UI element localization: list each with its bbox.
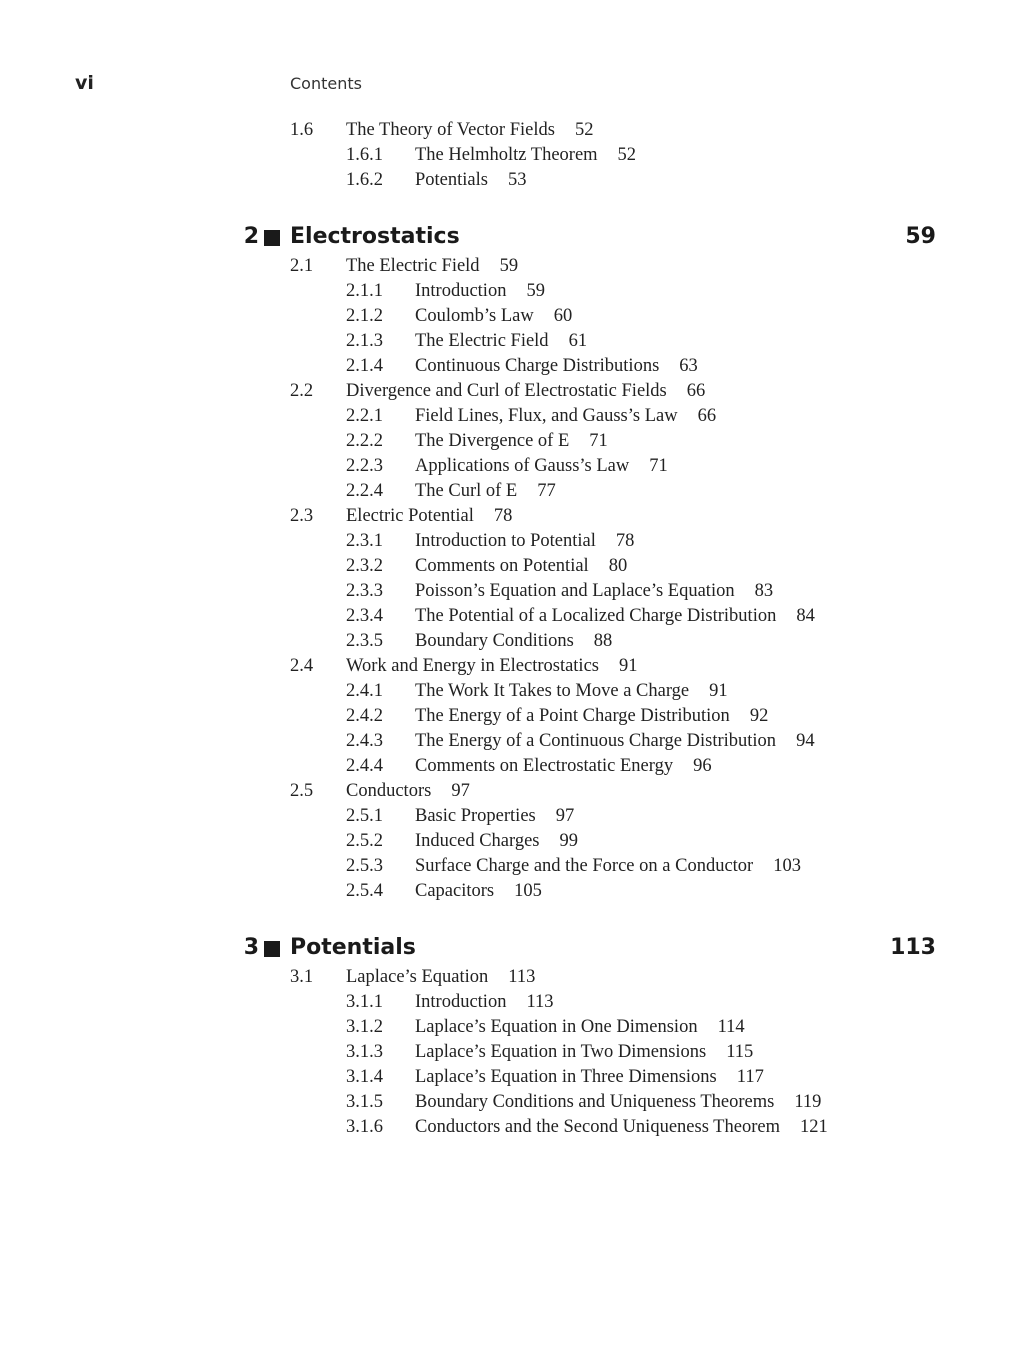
section-number: 2.3 xyxy=(290,506,314,526)
section-title-wrap xyxy=(346,965,535,990)
section-title: Divergence and Curl of Electrostatic Fields xyxy=(346,381,667,401)
subsection-title: Poisson’s Equation and Laplace’s Equation xyxy=(415,581,735,601)
subsection-title-wrap xyxy=(415,354,698,379)
toc-subsection-entry xyxy=(0,1015,1016,1040)
subsection-number: 2.2.4 xyxy=(346,481,383,501)
subsection-title-wrap xyxy=(415,479,556,504)
subsection-title: Applications of Gauss’s Law xyxy=(415,456,630,476)
toc-subsection-entry xyxy=(0,168,1016,193)
toc-section-entry xyxy=(0,504,1016,529)
subsection-title: Laplace’s Equation in One Dimension xyxy=(415,1017,698,1037)
subsection-page: 115 xyxy=(726,1042,754,1062)
toc-section-entry xyxy=(0,965,1016,990)
subsection-title: Introduction xyxy=(415,281,507,301)
toc-subsection-entry xyxy=(0,804,1016,829)
subsection-title-wrap xyxy=(415,829,578,854)
running-head xyxy=(0,72,1016,96)
subsection-title-wrap xyxy=(415,1015,745,1040)
subsection-title: Coulomb’s Law xyxy=(415,306,534,326)
section-number: 2.1 xyxy=(290,256,314,276)
subsection-title-wrap xyxy=(415,143,636,168)
toc-subsection-entry xyxy=(0,429,1016,454)
table-of-contents xyxy=(0,118,1016,1140)
section-title: Conductors xyxy=(346,781,432,801)
toc-section-entry xyxy=(0,779,1016,804)
subsection-title-wrap xyxy=(415,729,815,754)
subsection-page: 66 xyxy=(697,406,717,426)
subsection-title: Conductors and the Second Uniqueness Theorem xyxy=(415,1117,780,1137)
subsection-number: 3.1.1 xyxy=(346,992,383,1012)
subsection-number: 2.2.1 xyxy=(346,406,383,426)
subsection-title: Laplace’s Equation in Three Dimensions xyxy=(415,1067,717,1087)
subsection-title: Continuous Charge Distributions xyxy=(415,356,660,376)
section-page: 113 xyxy=(508,967,536,987)
chapter-title: Electrostatics xyxy=(290,224,460,249)
subsection-page: 63 xyxy=(679,356,698,376)
toc-subsection-entry xyxy=(0,1065,1016,1090)
subsection-title: Field Lines, Flux, and Gauss’s Law xyxy=(415,406,678,426)
toc-section-entry xyxy=(0,654,1016,679)
toc-subsection-entry xyxy=(0,479,1016,504)
subsection-title-wrap xyxy=(415,804,574,829)
subsection-page: 97 xyxy=(555,806,575,826)
subsection-page: 71 xyxy=(589,431,608,451)
subsection-number: 3.1.5 xyxy=(346,1092,383,1112)
subsection-title: Introduction to Potential xyxy=(415,531,596,551)
toc-subsection-entry xyxy=(0,829,1016,854)
toc-subsection-entry xyxy=(0,1040,1016,1065)
subsection-title: The Potential of a Localized Charge Distribution xyxy=(415,606,777,626)
subsection-title: The Divergence of E xyxy=(415,431,570,451)
subsection-number: 2.5.2 xyxy=(346,831,383,851)
subsection-number: 1.6.1 xyxy=(346,145,383,165)
subsection-page: 80 xyxy=(608,556,628,576)
subsection-page: 61 xyxy=(568,331,588,351)
subsection-title-wrap xyxy=(415,529,634,554)
subsection-number: 1.6.2 xyxy=(346,170,383,190)
subsection-title: The Work It Takes to Move a Charge xyxy=(415,681,690,701)
subsection-page: 96 xyxy=(693,756,712,776)
subsection-title-wrap xyxy=(415,879,542,904)
subsection-title-wrap xyxy=(415,704,768,729)
section-title: Laplace’s Equation xyxy=(346,967,489,987)
chapter-page: 59 xyxy=(905,224,936,249)
subsection-page: 114 xyxy=(717,1017,745,1037)
subsection-number: 2.4.4 xyxy=(346,756,383,776)
section-title-wrap xyxy=(346,504,512,529)
subsection-page: 121 xyxy=(799,1117,828,1137)
toc-section-entry xyxy=(0,118,1016,143)
section-title: Electric Potential xyxy=(346,506,474,526)
section-title-wrap xyxy=(346,379,705,404)
section-page: 78 xyxy=(493,506,513,526)
subsection-title-wrap xyxy=(415,579,773,604)
subsection-number: 2.4.1 xyxy=(346,681,383,701)
toc-subsection-entry xyxy=(0,454,1016,479)
subsection-number: 2.3.4 xyxy=(346,606,383,626)
toc-subsection-entry xyxy=(0,879,1016,904)
subsection-page: 105 xyxy=(514,881,542,901)
subsection-number: 2.5.4 xyxy=(346,881,383,901)
subsection-title: Potentials xyxy=(415,170,488,190)
subsection-number: 2.3.5 xyxy=(346,631,383,651)
subsection-page: 92 xyxy=(749,706,769,726)
toc-subsection-entry xyxy=(0,529,1016,554)
subsection-number: 3.1.2 xyxy=(346,1017,383,1037)
subsection-number: 2.5.1 xyxy=(346,806,383,826)
toc-subsection-entry xyxy=(0,1090,1016,1115)
toc-subsection-entry xyxy=(0,143,1016,168)
subsection-page: 59 xyxy=(526,281,545,301)
toc-section-entry xyxy=(0,379,1016,404)
subsection-title: Basic Properties xyxy=(415,806,536,826)
subsection-title-wrap xyxy=(415,554,627,579)
subsection-title: Comments on Potential xyxy=(415,556,589,576)
toc-subsection-entry xyxy=(0,579,1016,604)
toc-subsection-entry xyxy=(0,990,1016,1015)
section-number: 1.6 xyxy=(290,120,314,140)
subsection-page: 84 xyxy=(796,606,815,626)
subsection-title: Capacitors xyxy=(415,881,495,901)
section-title-wrap xyxy=(346,118,593,143)
toc-subsection-entry xyxy=(0,629,1016,654)
subsection-title: Induced Charges xyxy=(415,831,540,851)
toc-subsection-entry xyxy=(0,329,1016,354)
toc-subsection-entry xyxy=(0,404,1016,429)
subsection-number: 2.3.2 xyxy=(346,556,383,576)
subsection-title-wrap xyxy=(415,454,668,479)
subsection-page: 52 xyxy=(617,145,637,165)
section-title: The Theory of Vector Fields xyxy=(346,120,555,140)
subsection-page: 113 xyxy=(526,992,554,1012)
subsection-title: Comments on Electrostatic Energy xyxy=(415,756,674,776)
chapter-number: 2 xyxy=(243,224,259,249)
subsection-number: 2.3.3 xyxy=(346,581,383,601)
section-number: 3.1 xyxy=(290,967,314,987)
chapter-square-icon xyxy=(264,230,280,246)
subsection-title-wrap xyxy=(415,854,801,879)
toc-subsection-entry xyxy=(0,304,1016,329)
toc-subsection-entry xyxy=(0,854,1016,879)
toc-subsection-entry xyxy=(0,354,1016,379)
subsection-title: The Electric Field xyxy=(415,331,549,351)
section-title: Work and Energy in Electrostatics xyxy=(346,656,599,676)
toc-subsection-entry xyxy=(0,729,1016,754)
section-page: 59 xyxy=(499,256,519,276)
subsection-title-wrap xyxy=(415,304,572,329)
subsection-title-wrap xyxy=(415,679,728,704)
toc-subsection-entry xyxy=(0,1115,1016,1140)
subsection-title: Laplace’s Equation in Two Dimensions xyxy=(415,1042,707,1062)
subsection-page: 99 xyxy=(559,831,578,851)
subsection-number: 2.1.2 xyxy=(346,306,383,326)
subsection-number: 3.1.4 xyxy=(346,1067,383,1087)
subsection-number: 2.2.3 xyxy=(346,456,383,476)
section-page: 97 xyxy=(451,781,470,801)
subsection-page: 91 xyxy=(709,681,728,701)
section-number: 2.5 xyxy=(290,781,314,801)
subsection-page: 88 xyxy=(593,631,613,651)
section-number: 2.4 xyxy=(290,656,314,676)
subsection-title-wrap xyxy=(415,329,587,354)
section-page: 66 xyxy=(686,381,706,401)
chapter-number: 3 xyxy=(243,935,259,960)
subsection-title: The Energy of a Point Charge Distribution xyxy=(415,706,730,726)
toc-section-entry xyxy=(0,254,1016,279)
subsection-title-wrap xyxy=(415,990,554,1015)
toc-subsection-entry xyxy=(0,754,1016,779)
section-number: 2.2 xyxy=(290,381,314,401)
chapter-title: Potentials xyxy=(290,935,416,960)
subsection-title-wrap xyxy=(415,1090,821,1115)
subsection-title: The Energy of a Continuous Charge Distribution xyxy=(415,731,777,751)
subsection-page: 119 xyxy=(794,1092,822,1112)
subsection-title-wrap xyxy=(415,404,716,429)
subsection-page: 60 xyxy=(553,306,573,326)
subsection-title-wrap xyxy=(415,604,815,629)
subsection-title-wrap xyxy=(415,629,612,654)
subsection-title: The Helmholtz Theorem xyxy=(415,145,598,165)
toc-subsection-entry xyxy=(0,679,1016,704)
toc-subsection-entry xyxy=(0,554,1016,579)
subsection-title-wrap xyxy=(415,279,545,304)
subsection-number: 2.1.1 xyxy=(346,281,383,301)
subsection-title: Boundary Conditions and Uniqueness Theorems xyxy=(415,1092,775,1112)
subsection-number: 2.3.1 xyxy=(346,531,383,551)
subsection-title-wrap xyxy=(415,754,712,779)
section-title-wrap xyxy=(346,779,470,804)
subsection-page: 71 xyxy=(649,456,668,476)
toc-subsection-entry xyxy=(0,279,1016,304)
subsection-title-wrap xyxy=(415,1065,764,1090)
subsection-page: 83 xyxy=(754,581,774,601)
subsection-title-wrap xyxy=(415,1040,753,1065)
subsection-title: Surface Charge and the Force on a Conductor xyxy=(415,856,754,876)
subsection-number: 2.2.2 xyxy=(346,431,383,451)
toc-subsection-entry xyxy=(0,604,1016,629)
subsection-number: 2.4.3 xyxy=(346,731,383,751)
subsection-title-wrap xyxy=(415,1115,828,1140)
section-title-wrap xyxy=(346,654,637,679)
chapter-heading xyxy=(0,220,1016,254)
subsection-title: The Curl of E xyxy=(415,481,518,501)
subsection-page: 103 xyxy=(773,856,801,876)
section-title-wrap xyxy=(346,254,518,279)
section-title: The Electric Field xyxy=(346,256,480,276)
subsection-page: 53 xyxy=(507,170,527,190)
subsection-number: 3.1.6 xyxy=(346,1117,383,1137)
subsection-title: Boundary Conditions xyxy=(415,631,574,651)
subsection-page: 78 xyxy=(615,531,635,551)
page-number: vi xyxy=(75,72,94,94)
subsection-title-wrap xyxy=(415,168,526,193)
subsection-number: 2.1.4 xyxy=(346,356,383,376)
section-page: 52 xyxy=(574,120,594,140)
subsection-number: 2.5.3 xyxy=(346,856,383,876)
subsection-page: 117 xyxy=(736,1067,764,1087)
toc-subsection-entry xyxy=(0,704,1016,729)
subsection-number: 2.1.3 xyxy=(346,331,383,351)
subsection-number: 2.4.2 xyxy=(346,706,383,726)
subsection-number: 3.1.3 xyxy=(346,1042,383,1062)
chapter-page: 113 xyxy=(890,935,936,960)
subsection-title: Introduction xyxy=(415,992,507,1012)
chapter-heading xyxy=(0,931,1016,965)
subsection-page: 94 xyxy=(796,731,815,751)
chapter-square-icon xyxy=(264,941,280,957)
running-head-title: Contents xyxy=(290,74,362,93)
subsection-page: 77 xyxy=(537,481,556,501)
section-page: 91 xyxy=(618,656,638,676)
subsection-title-wrap xyxy=(415,429,608,454)
